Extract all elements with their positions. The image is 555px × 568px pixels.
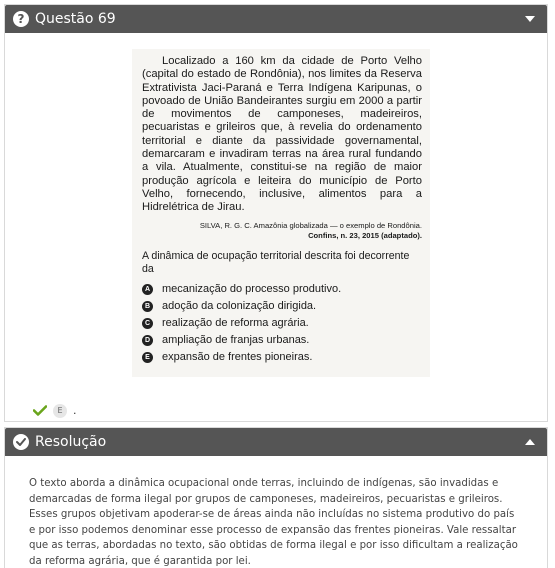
question-title: Questão 69 <box>35 11 116 27</box>
option-text: ampliação de franjas urbanas. <box>162 334 310 347</box>
resolution-panel-header[interactable] <box>5 428 547 456</box>
option-letter-badge: C <box>142 318 153 329</box>
source-line-1: SILVA, R. G. C. Amazônia globalizada — o exemplo de Rondônia. <box>199 220 422 230</box>
option-e <box>142 349 422 366</box>
answer-letter-badge: E <box>53 404 67 418</box>
option-d <box>142 332 422 349</box>
source-line-2: Confins, n. 23, 2015 (adaptado). <box>308 230 422 240</box>
option-c <box>142 315 422 332</box>
resolution-panel <box>4 427 548 568</box>
question-stem: A dinâmica de ocupação territorial descrita foi decorrente da <box>142 249 410 275</box>
chevron-down-icon[interactable] <box>523 12 537 26</box>
question-body <box>5 33 547 421</box>
question-image <box>132 49 430 377</box>
question-panel <box>4 4 548 422</box>
resolution-text: O texto aborda a dinâmica ocupacional onde terras, incluindo de indígenas, são invadidas e demarcadas de forma ilegal por grupos de camponeses, madeireiros, pecuaristas e grileiros. Esses grupos objetivam apoderar-se de áreas ainda não incluídas no sistema produtivo do país e por isso podemos denominar esse processo de expansão das frentes pioneiras. Vale ressaltar que as terras, abordadas no texto, são obtidas de forma ilegal e por isso dificultam a realização da reforma agrária, que é garantida por lei. <box>29 478 518 567</box>
option-text: expansão de frentes pioneiras. <box>162 351 313 364</box>
option-a <box>142 281 422 298</box>
options-list <box>142 281 422 366</box>
option-letter-badge: D <box>142 335 153 346</box>
option-letter-badge: B <box>142 301 153 312</box>
answer-row <box>33 401 77 420</box>
option-text: realização de reforma agrária. <box>162 317 309 330</box>
option-b <box>142 298 422 315</box>
chevron-up-icon[interactable] <box>523 435 537 449</box>
option-letter-badge: E <box>142 352 153 363</box>
check-icon <box>33 401 47 420</box>
question-panel-header[interactable] <box>5 5 547 33</box>
question-source <box>142 221 422 241</box>
resolution-title: Resolução <box>35 434 107 450</box>
answer-suffix: . <box>73 404 77 417</box>
question-passage: Localizado a 160 km da cidade de Porto Velho (capital do estado de Rondônia), nos limites da Reserva Extrativista Jaci-Paraná e Terra Indígena Karipunas, o povoado de União Bandeirantes surgiu em 2000 a partir de movimentos de camponeses, madeireiros, pecuaristas e grileiros que, à revelia do ordenamento territorial e diante da passividade governamental, demarcaram e invadiram terras na área rural fundando a vila. Atualmente, constitui-se na região de maior produção agrícola e leiteira do município de Porto Velho, fornecendo, inclusive, alimentos para a Hidrelétrica de Jirau. <box>142 55 422 214</box>
option-text: adoção da colonização dirigida. <box>162 300 317 313</box>
option-text: mecanização do processo produtivo. <box>162 283 342 296</box>
check-circle-icon <box>13 434 29 450</box>
option-letter-badge: A <box>142 284 153 295</box>
question-circle-icon: ? <box>13 11 29 27</box>
